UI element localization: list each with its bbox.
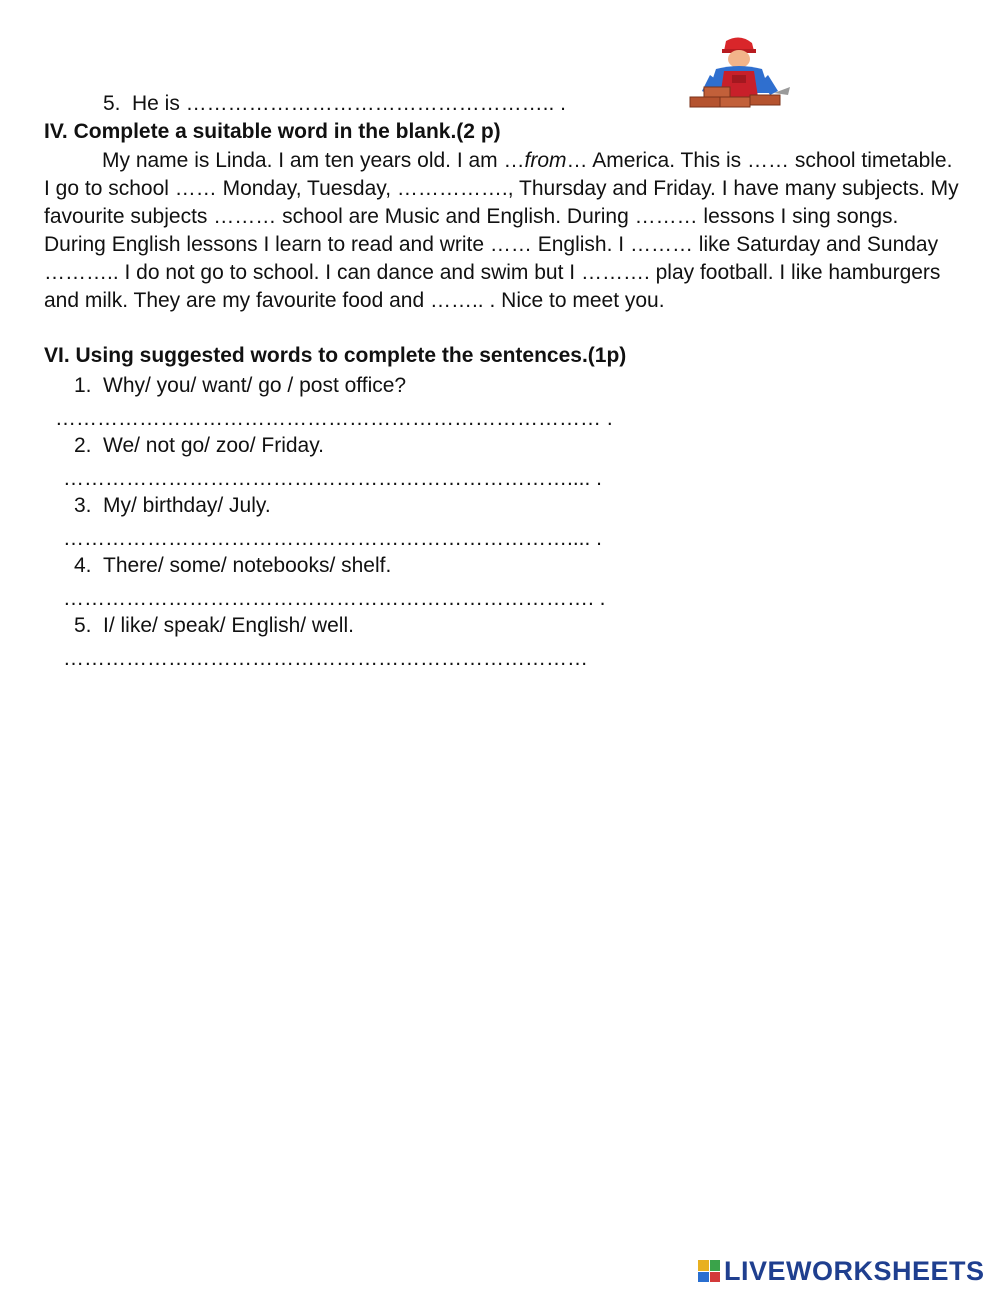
- section-vi-heading: VI. Using suggested words to complete the sentences.(1p): [44, 344, 627, 367]
- item-3-number: 3.: [74, 494, 92, 517]
- item-2-prompt: We/ not go/ zoo/ Friday.: [103, 434, 324, 457]
- item-5-answer-line[interactable]: …………………………………………………………………: [63, 647, 588, 670]
- item-3-answer-line[interactable]: ……………………………………………………………….... .: [63, 527, 603, 550]
- item-5-text: He is …………………………………………….. .: [132, 92, 567, 115]
- item-4-prompt: There/ some/ notebooks/ shelf.: [103, 554, 392, 577]
- section-iv-heading: IV. Complete a suitable word in the blank.(2 p): [44, 120, 501, 143]
- item-4-answer-line[interactable]: …………………………………………………………………. .: [63, 587, 606, 610]
- item-2-number: 2.: [74, 434, 92, 457]
- item-1-number: 1.: [74, 374, 92, 397]
- paragraph-italic-word: from: [524, 149, 567, 172]
- item-5-number-vi: 5.: [74, 614, 92, 637]
- liveworksheets-logo[interactable]: [698, 1256, 985, 1286]
- item-4-number: 4.: [74, 554, 92, 577]
- item-5-prompt: I/ like/ speak/ English/ well.: [103, 614, 354, 637]
- bricklayer-illustration: [688, 35, 798, 113]
- logo-mark-icon: [698, 1260, 720, 1282]
- item-2-answer-line[interactable]: ……………………………………………………………….... .: [63, 467, 603, 490]
- item-1-answer-line[interactable]: …………………………………………………………………… .: [55, 407, 613, 430]
- item-1-prompt: Why/ you/ want/ go / post office?: [103, 374, 407, 397]
- logo-text: LIVEWORKSHEETS: [724, 1255, 985, 1286]
- item-3-prompt: My/ birthday/ July.: [103, 494, 271, 517]
- paragraph-part-1: My name is Linda. I am ten years old. I am …: [102, 149, 525, 172]
- paragraph-part-2: … America. This is …… school timetable. I go to school …… Monday, Tuesday, ……………., Thursday and Friday. I have many subjects. My favourite subjects ……… school are Music and English. During ……… lessons I sing songs. During English lessons I learn to read and write …… English. I ……… like Saturday and Sunday ……….. I do not go to school. I can dance and swim but I ………. play football. I like hamburgers and milk. They are my favourite food and …….. . Nice to meet you.: [44, 149, 959, 312]
- section-iv-paragraph: [44, 147, 964, 315]
- item-5-number: 5.: [103, 92, 121, 115]
